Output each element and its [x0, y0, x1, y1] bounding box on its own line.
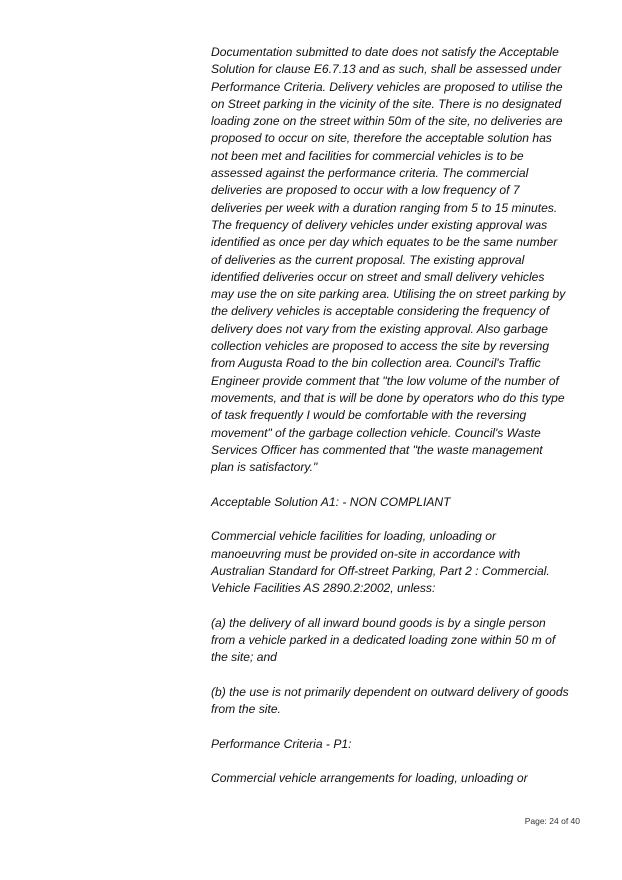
paragraph-commercial-vehicle-arrangements: Commercial vehicle arrangements for loading, unloading or [211, 771, 528, 786]
paragraph-assessment: Documentation submitted to date does not satisfy the Acceptable Solution for clause E6.7.13 and as such, shall be assessed under Performance Criteria. Delivery vehicles are proposed to utilise the on Street parking in the vicinity of the site. There is no designated loading zone on the street within 50m of the site, no deliveries are proposed to occur on site, therefore the acceptable solution has not been met and facilities for commercial vehicles is to be assessed against the performance criteria. The commercial deliveries are proposed to occur with a low frequency of 7 deliveries per week with a duration ranging from 5 to 15 minutes. The frequency of delivery vehicles under existing approval was identified as once per day which equates to be the same number of deliveries as the current proposal. The existing approval identified deliveries occur on street and small delivery vehicles may use the on site parking area. Utilising the on street parking by the delivery vehicles is acceptable considering the frequency of delivery does not vary from the existing approval. Also garbage collection vehicles are proposed to access the site by reversing from Augusta Road to the bin collection area. Council's Traffic Engineer provide comment that "the low volume of the number of movements, and that is will be done by operators who do this type of task frequently I would be comfortable with the reversing movement" of the garbage collection vehicle. Council's Waste Services Officer has commented that "the waste management plan is satisfactory." [211, 45, 566, 475]
paragraph-condition-b: (b) the use is not primarily dependent on outward delivery of goods from the site. [211, 684, 569, 717]
paragraph-acceptable-solution-heading: Acceptable Solution A1: - NON COMPLIANT [211, 494, 451, 509]
paragraph-commercial-vehicle-facilities: Commercial vehicle facilities for loading, unloading or manoeuvring must be provided on-site in accordance with Australian Standard for Off-street Parking, Part 2 : Commercial. Vehicle Facilities AS 2890.2:2002, unless: [211, 529, 550, 596]
body-text [211, 44, 583, 805]
paragraph-performance-criteria-heading: Performance Criteria - P1: [211, 736, 352, 751]
paragraph-condition-a: (a) the delivery of all inward bound goods is by a single person from a vehicle parked in a dedicated loading zone within 50 m of the site; and [211, 615, 556, 665]
page-number: Page: 24 of 40 [524, 816, 580, 826]
